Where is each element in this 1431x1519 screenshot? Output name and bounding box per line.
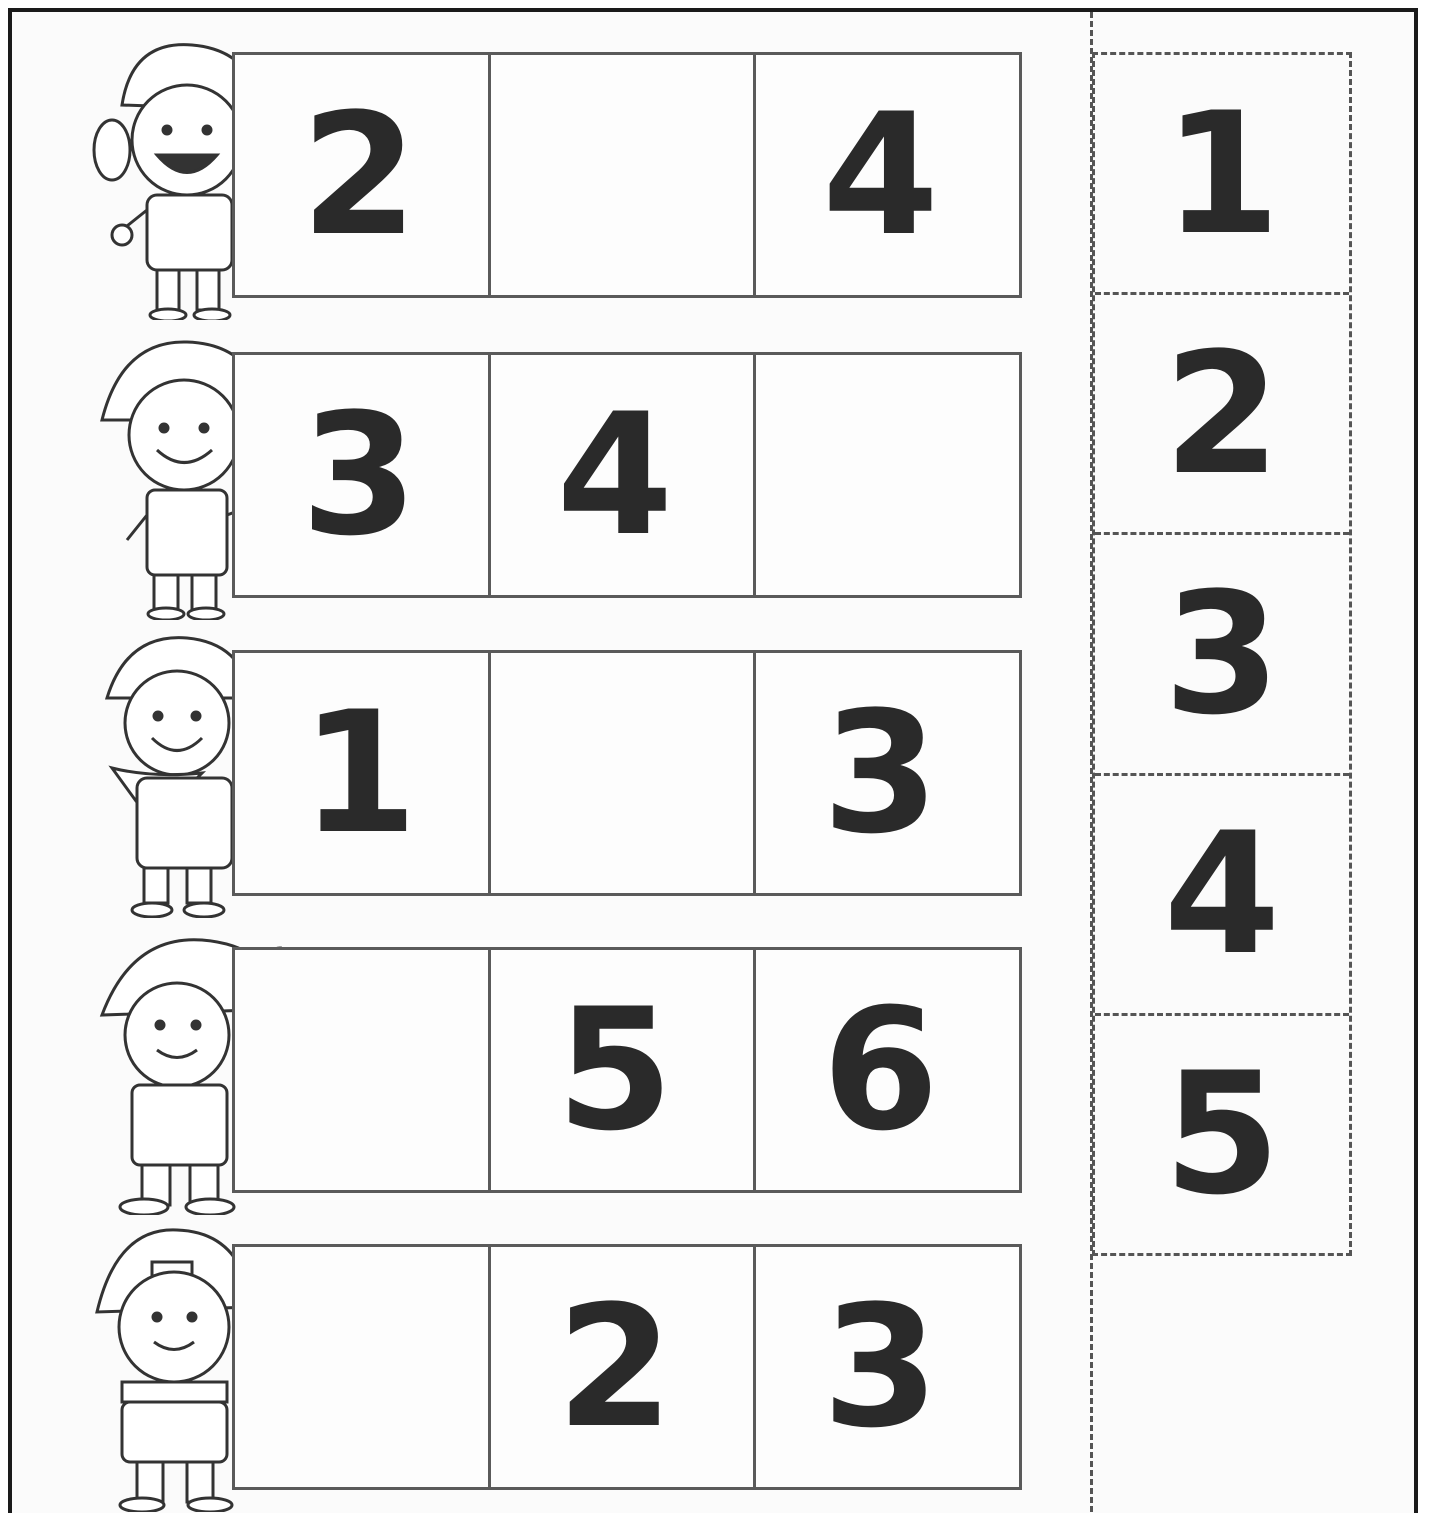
number-cell[interactable]: 6: [822, 972, 940, 1168]
number-row: [232, 947, 1022, 1193]
number-row: [232, 1244, 1022, 1490]
number-cell[interactable]: [235, 950, 491, 1190]
number-cell[interactable]: 2: [491, 1247, 757, 1487]
cut-piece[interactable]: 1: [1095, 55, 1349, 295]
cut-out-pieces: [1092, 52, 1352, 1256]
number-cell[interactable]: 1: [235, 653, 491, 893]
number-cell[interactable]: 3: [822, 1269, 940, 1465]
number-cell[interactable]: 3: [235, 355, 491, 595]
number-cell[interactable]: 2: [235, 55, 491, 295]
number-row: [232, 650, 1022, 896]
number-cell[interactable]: 4: [491, 355, 757, 595]
number-cell[interactable]: [491, 653, 757, 893]
number-cell[interactable]: [756, 355, 1019, 595]
cut-piece[interactable]: 2: [1095, 295, 1349, 535]
cut-piece[interactable]: 4: [1095, 776, 1349, 1016]
number-cell[interactable]: 4: [822, 77, 940, 273]
cut-piece[interactable]: 5: [1163, 1036, 1281, 1233]
number-row: [232, 52, 1022, 298]
number-cell[interactable]: 5: [491, 950, 757, 1190]
number-cell[interactable]: [491, 55, 757, 295]
cut-piece[interactable]: 3: [1095, 535, 1349, 775]
number-cell[interactable]: 3: [822, 675, 940, 871]
number-row: [232, 352, 1022, 598]
number-cell[interactable]: [235, 1247, 491, 1487]
